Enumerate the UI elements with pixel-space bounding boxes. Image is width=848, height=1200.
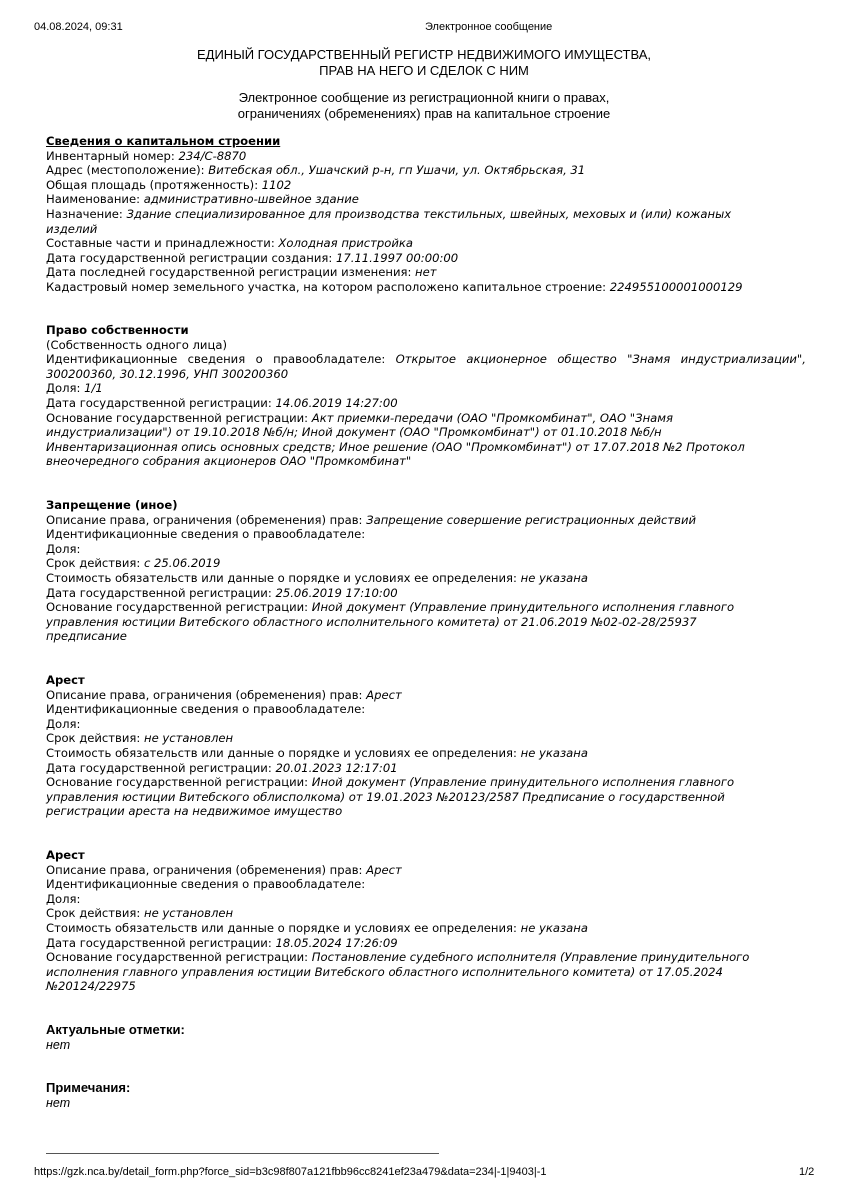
- basis-value-continued: исполнения главного управления юстиции Витебского областного исполнительного комитета) от 17.05.2024: [46, 964, 723, 979]
- description-row: [46, 688, 806, 703]
- registration-date-value: 14.06.2019 14:27:00: [275, 395, 398, 410]
- cadastral-value: 224955100001000129: [609, 279, 743, 294]
- field-label: Стоимость обязательств или данные о порядке и условиях ее определения:: [46, 920, 521, 935]
- basis-value-continued: №20124/22975: [46, 979, 136, 994]
- registration-date-row: [46, 396, 806, 411]
- holder-row: Идентификационные сведения о правообладателе:: [46, 877, 366, 892]
- registry-title-line: ПРАВ НА НЕГО И СДЕЛОК С НИМ: [319, 63, 529, 78]
- encumbrance-section: [46, 673, 806, 819]
- term-value: не установлен: [143, 731, 234, 746]
- term-value: не установлен: [143, 906, 234, 921]
- field-label: Назначение:: [46, 206, 127, 221]
- basis-value: Акт приемки-передачи (ОАО "Промкомбинат", ОАО "Знамя: [311, 410, 673, 425]
- field-label: Общая площадь (протяженность):: [46, 177, 262, 192]
- field-label: Описание права, ограничения (обременения) прав:: [46, 512, 367, 527]
- creation-date-row: [46, 251, 806, 266]
- field-label: Наименование:: [46, 192, 144, 207]
- share-row: [46, 381, 806, 396]
- basis-value-continued: Инвентаризационная опись основных средств; Иное решение (ОАО "Промкомбинат") от 17.07.2018 №2 Протокол: [46, 439, 745, 454]
- encumbrance-title: Арест: [46, 848, 85, 862]
- parts-value: Холодная пристройка: [278, 236, 414, 251]
- field-label: Адрес (местоположение):: [46, 163, 209, 178]
- field-label: Стоимость обязательств или данные о порядке и условиях ее определения:: [46, 745, 521, 760]
- description-row: [46, 513, 806, 528]
- term-row: [46, 906, 806, 921]
- current-marks-section: [46, 1023, 806, 1052]
- owner-label-word: о: [255, 352, 263, 367]
- owner-label-word: сведения: [187, 352, 246, 367]
- share-row: Доля:: [46, 716, 81, 731]
- owner-value-word: акционерное: [466, 352, 547, 367]
- current-marks-title: Актуальные отметки:: [46, 1022, 185, 1037]
- registration-date-row: [46, 761, 806, 776]
- field-label: Описание права, ограничения (обременения) прав:: [46, 687, 367, 702]
- field-label: Срок действия:: [46, 731, 144, 746]
- description-value: Арест: [366, 687, 402, 702]
- address-row: [46, 163, 806, 178]
- basis-value-continued: внеочередного собрания акционеров ОАО "Промкомбинат": [46, 454, 412, 469]
- share-value: 1/1: [84, 381, 103, 396]
- ownership-type: (Собственность одного лица): [46, 337, 227, 352]
- field-label: Основание государственной регистрации:: [46, 410, 312, 425]
- registry-title-line: ЕДИНЫЙ ГОСУДАРСТВЕННЫЙ РЕГИСТР НЕДВИЖИМОГО ИМУЩЕСТВА,: [196, 47, 652, 62]
- message-subtitle-line: ограничениях (обременениях) прав на капитальное строение: [237, 106, 611, 121]
- notes-section: [46, 1081, 806, 1110]
- area-row: [46, 178, 806, 193]
- creation-date-value: 17.11.1997 00:00:00: [335, 250, 459, 265]
- cost-value: не указана: [520, 920, 588, 935]
- field-label: Дата государственной регистрации:: [46, 935, 276, 950]
- description-value: Запрещение совершение регистрационных действий: [366, 512, 697, 527]
- basis-row: [46, 775, 806, 790]
- current-marks-value: нет: [46, 1037, 71, 1052]
- field-label: Кадастровый номер земельного участка, на котором расположено капитальное строение:: [46, 279, 610, 294]
- share-row: Доля:: [46, 541, 81, 556]
- basis-value-continued: регистрации ареста на недвижимое имущество: [46, 804, 343, 819]
- address-value: Витебская обл., Ушачский р-н, гп Ушачи, ул. Октябрьская, 31: [208, 163, 586, 178]
- purpose-value-continued: изделий: [46, 221, 98, 236]
- basis-value-continued: индустриализации") от 19.10.2018 №б/н; Иной документ (ОАО "Промкомбинат") от 01.10.2018 №б/н: [46, 425, 662, 440]
- cost-value: не указана: [520, 570, 588, 585]
- ownership-section: [46, 323, 806, 469]
- notes-value: нет: [46, 1095, 71, 1110]
- message-subtitle-line: Электронное сообщение из регистрационной книги о правах,: [238, 90, 610, 105]
- field-label: Срок действия:: [46, 556, 144, 571]
- basis-row: [46, 411, 806, 426]
- basis-row: [46, 600, 806, 615]
- building-section-title: Сведения о капитальном строении: [46, 134, 281, 148]
- encumbrance-section: [46, 498, 806, 644]
- footer-divider: [46, 1153, 439, 1154]
- field-label: Описание права, ограничения (обременения) прав:: [46, 862, 367, 877]
- field-label: Дата государственной регистрации:: [46, 395, 276, 410]
- name-value: административно-швейное здание: [143, 192, 359, 207]
- field-label: Составные части и принадлежности:: [46, 236, 279, 251]
- owner-value-continued: 300200360, 30.12.1996, УНП 300200360: [46, 366, 289, 381]
- owner-value-word: Открытое: [395, 352, 457, 367]
- inventory-number-row: [46, 149, 806, 164]
- owner-row: [46, 352, 806, 367]
- basis-row: [46, 950, 806, 965]
- term-row: [46, 731, 806, 746]
- ownership-section-title: Право собственности: [46, 323, 189, 337]
- description-row: [46, 863, 806, 878]
- holder-row: Идентификационные сведения о правообладателе:: [46, 527, 366, 542]
- registration-date-row: [46, 936, 806, 951]
- owner-label-word: правообладателе:: [273, 352, 386, 367]
- term-row: [46, 556, 806, 571]
- print-footer-url: https://gzk.nca.by/detail_form.php?force_sid=b3c98f807a121fbb96cc8241ef23a479&data=234|-1|9403|-1: [34, 1166, 547, 1178]
- field-label: Основание государственной регистрации:: [46, 775, 312, 790]
- parts-row: [46, 236, 806, 251]
- field-label: Дата государственной регистрации создания:: [46, 250, 336, 265]
- cadastral-row: [46, 280, 806, 295]
- basis-value-continued: предписание: [46, 629, 127, 644]
- field-label: Дата государственной регистрации:: [46, 760, 276, 775]
- registry-title: [0, 47, 848, 79]
- field-label: Дата последней государственной регистрации изменения:: [46, 265, 416, 280]
- cost-row: [46, 921, 806, 936]
- message-subtitle: [0, 90, 848, 122]
- cost-row: [46, 746, 806, 761]
- registration-date-value: 25.06.2019 17:10:00: [275, 585, 398, 600]
- purpose-row: [46, 207, 806, 222]
- field-label: Основание государственной регистрации:: [46, 950, 312, 965]
- owner-label-word: Идентификационные: [46, 352, 178, 367]
- field-label: Стоимость обязательств или данные о порядке и условиях ее определения:: [46, 570, 521, 585]
- name-row: [46, 192, 806, 207]
- basis-value-continued: управления юстиции Витебского областного исполнительного комитета) от 21.06.2019 №02-02-28/25937: [46, 614, 697, 629]
- basis-value: Постановление судебного исполнителя (Управление принудительного: [311, 950, 750, 965]
- page-number: 1/2: [799, 1166, 815, 1178]
- print-page-title: Электронное сообщение: [425, 21, 553, 33]
- area-value: 1102: [261, 177, 292, 192]
- inventory-number-value: 234/С-8870: [178, 148, 247, 163]
- holder-row: Идентификационные сведения о правообладателе:: [46, 702, 366, 717]
- encumbrance-section: [46, 848, 806, 994]
- basis-value: Иной документ (Управление принудительного исполнения главного: [311, 775, 735, 790]
- last-change-value: нет: [415, 265, 437, 280]
- registration-date-value: 18.05.2024 17:26:09: [275, 935, 398, 950]
- encumbrance-title: Запрещение (иное): [46, 498, 178, 512]
- field-label: Основание государственной регистрации:: [46, 600, 312, 615]
- field-label: Инвентарный номер:: [46, 148, 179, 163]
- field-label: Доля:: [46, 381, 85, 396]
- owner-value-word: общество: [557, 352, 617, 367]
- encumbrance-title: Арест: [46, 673, 85, 687]
- field-label: Дата государственной регистрации:: [46, 585, 276, 600]
- print-datetime: 04.08.2024, 09:31: [34, 21, 123, 33]
- description-value: Арест: [366, 862, 402, 877]
- registration-date-value: 20.01.2023 12:17:01: [275, 760, 398, 775]
- building-section: [46, 134, 806, 295]
- basis-value: Иной документ (Управление принудительного исполнения главного: [311, 600, 735, 615]
- owner-value-word: "Знамя: [627, 352, 671, 367]
- cost-value: не указана: [520, 745, 588, 760]
- notes-title: Примечания:: [46, 1080, 131, 1095]
- cost-row: [46, 571, 806, 586]
- purpose-value: Здание специализированное для производства текстильных, швейных, меховых и (или) кожаных: [126, 206, 732, 221]
- registration-date-row: [46, 586, 806, 601]
- basis-value-continued: управления юстиции Витебского облисполкома) от 19.01.2023 №20123/2587 Предписание о государственной: [46, 789, 725, 804]
- term-value: с 25.06.2019: [143, 556, 221, 571]
- owner-value-word: индустриализации",: [680, 352, 806, 367]
- share-row: Доля:: [46, 891, 81, 906]
- field-label: Срок действия:: [46, 906, 144, 921]
- last-change-row: [46, 265, 806, 280]
